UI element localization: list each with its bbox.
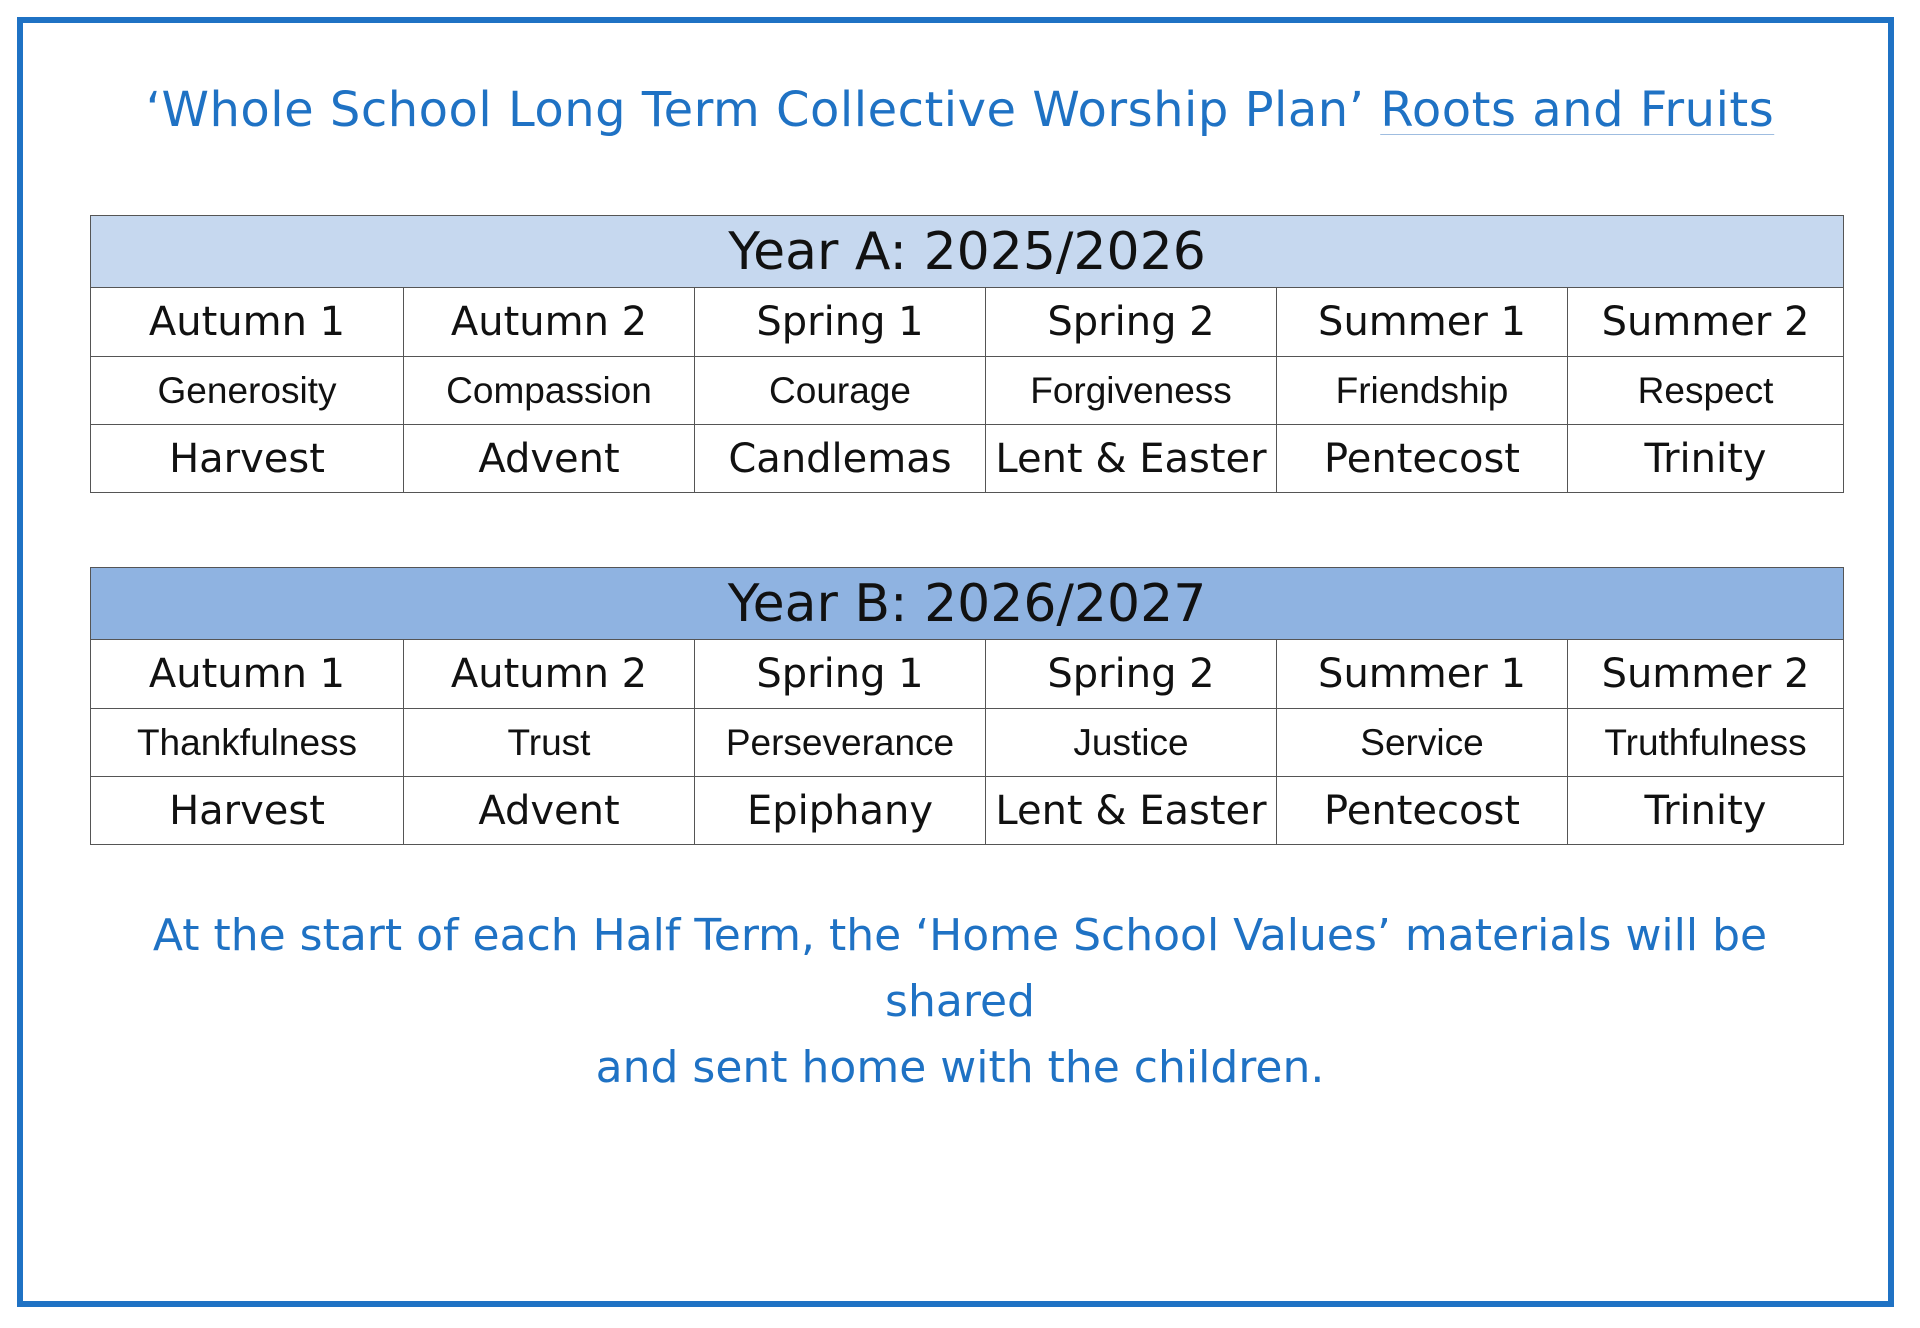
table-cell: Compassion <box>404 357 695 425</box>
year-a-table <box>90 215 1844 493</box>
table-cell: Autumn 2 <box>404 288 695 357</box>
table-cell: Justice <box>986 709 1277 777</box>
table-cell: Spring 2 <box>986 288 1277 357</box>
table-cell: Respect <box>1568 357 1844 425</box>
table-cell: Truthfulness <box>1568 709 1844 777</box>
year-a-festivals-row <box>91 425 1844 493</box>
table-cell: Candlemas <box>695 425 986 493</box>
table-cell: Summer 2 <box>1568 288 1844 357</box>
table-cell: Thankfulness <box>91 709 404 777</box>
year-b-festivals-row <box>91 777 1844 845</box>
year-b-terms-row <box>91 640 1844 709</box>
year-b-values-row <box>91 709 1844 777</box>
table-cell: Summer 1 <box>1277 288 1568 357</box>
document-title <box>0 82 1920 138</box>
table-cell: Trinity <box>1568 425 1844 493</box>
year-b-header-row <box>91 568 1844 640</box>
year-a-header-row <box>91 216 1844 288</box>
table-cell: Forgiveness <box>986 357 1277 425</box>
table-cell: Autumn 1 <box>91 288 404 357</box>
table-cell: Harvest <box>91 777 404 845</box>
footer-line-1: At the start of each Half Term, the ‘Home School Values’ materials will be shared <box>152 910 1768 1027</box>
table-cell: Trinity <box>1568 777 1844 845</box>
table-cell: Trust <box>404 709 695 777</box>
table-cell: Autumn 2 <box>404 640 695 709</box>
footer-line-2: and sent home with the children. <box>595 1042 1325 1093</box>
year-b-table <box>90 567 1844 845</box>
table-cell: Summer 2 <box>1568 640 1844 709</box>
table-cell: Spring 1 <box>695 288 986 357</box>
year-a-heading: Year A: 2025/2026 <box>91 216 1844 288</box>
year-a-values-row <box>91 357 1844 425</box>
table-cell: Autumn 1 <box>91 640 404 709</box>
footer-note <box>120 903 1800 1101</box>
table-cell: Harvest <box>91 425 404 493</box>
table-cell: Pentecost <box>1277 425 1568 493</box>
table-cell: Spring 2 <box>986 640 1277 709</box>
title-text: ‘Whole School Long Term Collective Worship Plan’ <box>145 82 1381 138</box>
table-cell: Lent & Easter <box>986 425 1277 493</box>
table-cell: Spring 1 <box>695 640 986 709</box>
year-b-heading: Year B: 2026/2027 <box>91 568 1844 640</box>
table-cell: Generosity <box>91 357 404 425</box>
table-cell: Advent <box>404 777 695 845</box>
table-cell: Summer 1 <box>1277 640 1568 709</box>
table-cell: Advent <box>404 425 695 493</box>
year-a-terms-row <box>91 288 1844 357</box>
table-cell: Epiphany <box>695 777 986 845</box>
table-cell: Friendship <box>1277 357 1568 425</box>
table-cell: Pentecost <box>1277 777 1568 845</box>
table-cell: Lent & Easter <box>986 777 1277 845</box>
title-subtitle: Roots and Fruits <box>1380 82 1775 138</box>
table-cell: Service <box>1277 709 1568 777</box>
table-cell: Perseverance <box>695 709 986 777</box>
table-cell: Courage <box>695 357 986 425</box>
